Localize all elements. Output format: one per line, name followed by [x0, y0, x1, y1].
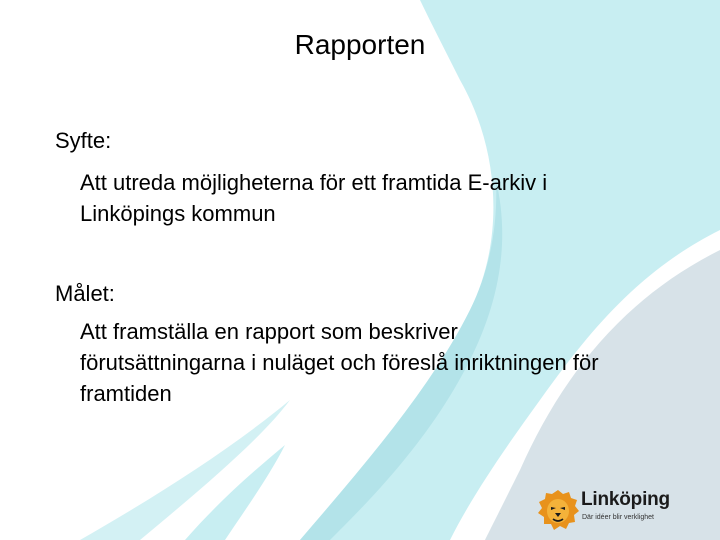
- section-heading-syfte: Syfte:: [55, 128, 112, 153]
- logo-name: Linköping: [581, 489, 670, 510]
- section-text-syfte: Att utreda möjligheterna för ett framtida E-arkiv i Linköpings kommun: [80, 170, 548, 226]
- logo-tagline: Där idéer blir verklighet: [582, 514, 654, 521]
- lion-head-icon: [536, 488, 580, 532]
- cyan-streak-2: [185, 445, 285, 540]
- slide-title: Rapporten: [294, 29, 426, 60]
- linkoping-logo: [536, 488, 668, 532]
- section-text-malet: Att framställa en rapport som beskriver förutsättningarna i nuläget och föreslå inriktningen för framtiden: [80, 319, 599, 406]
- section-heading-malet: Målet:: [55, 281, 115, 306]
